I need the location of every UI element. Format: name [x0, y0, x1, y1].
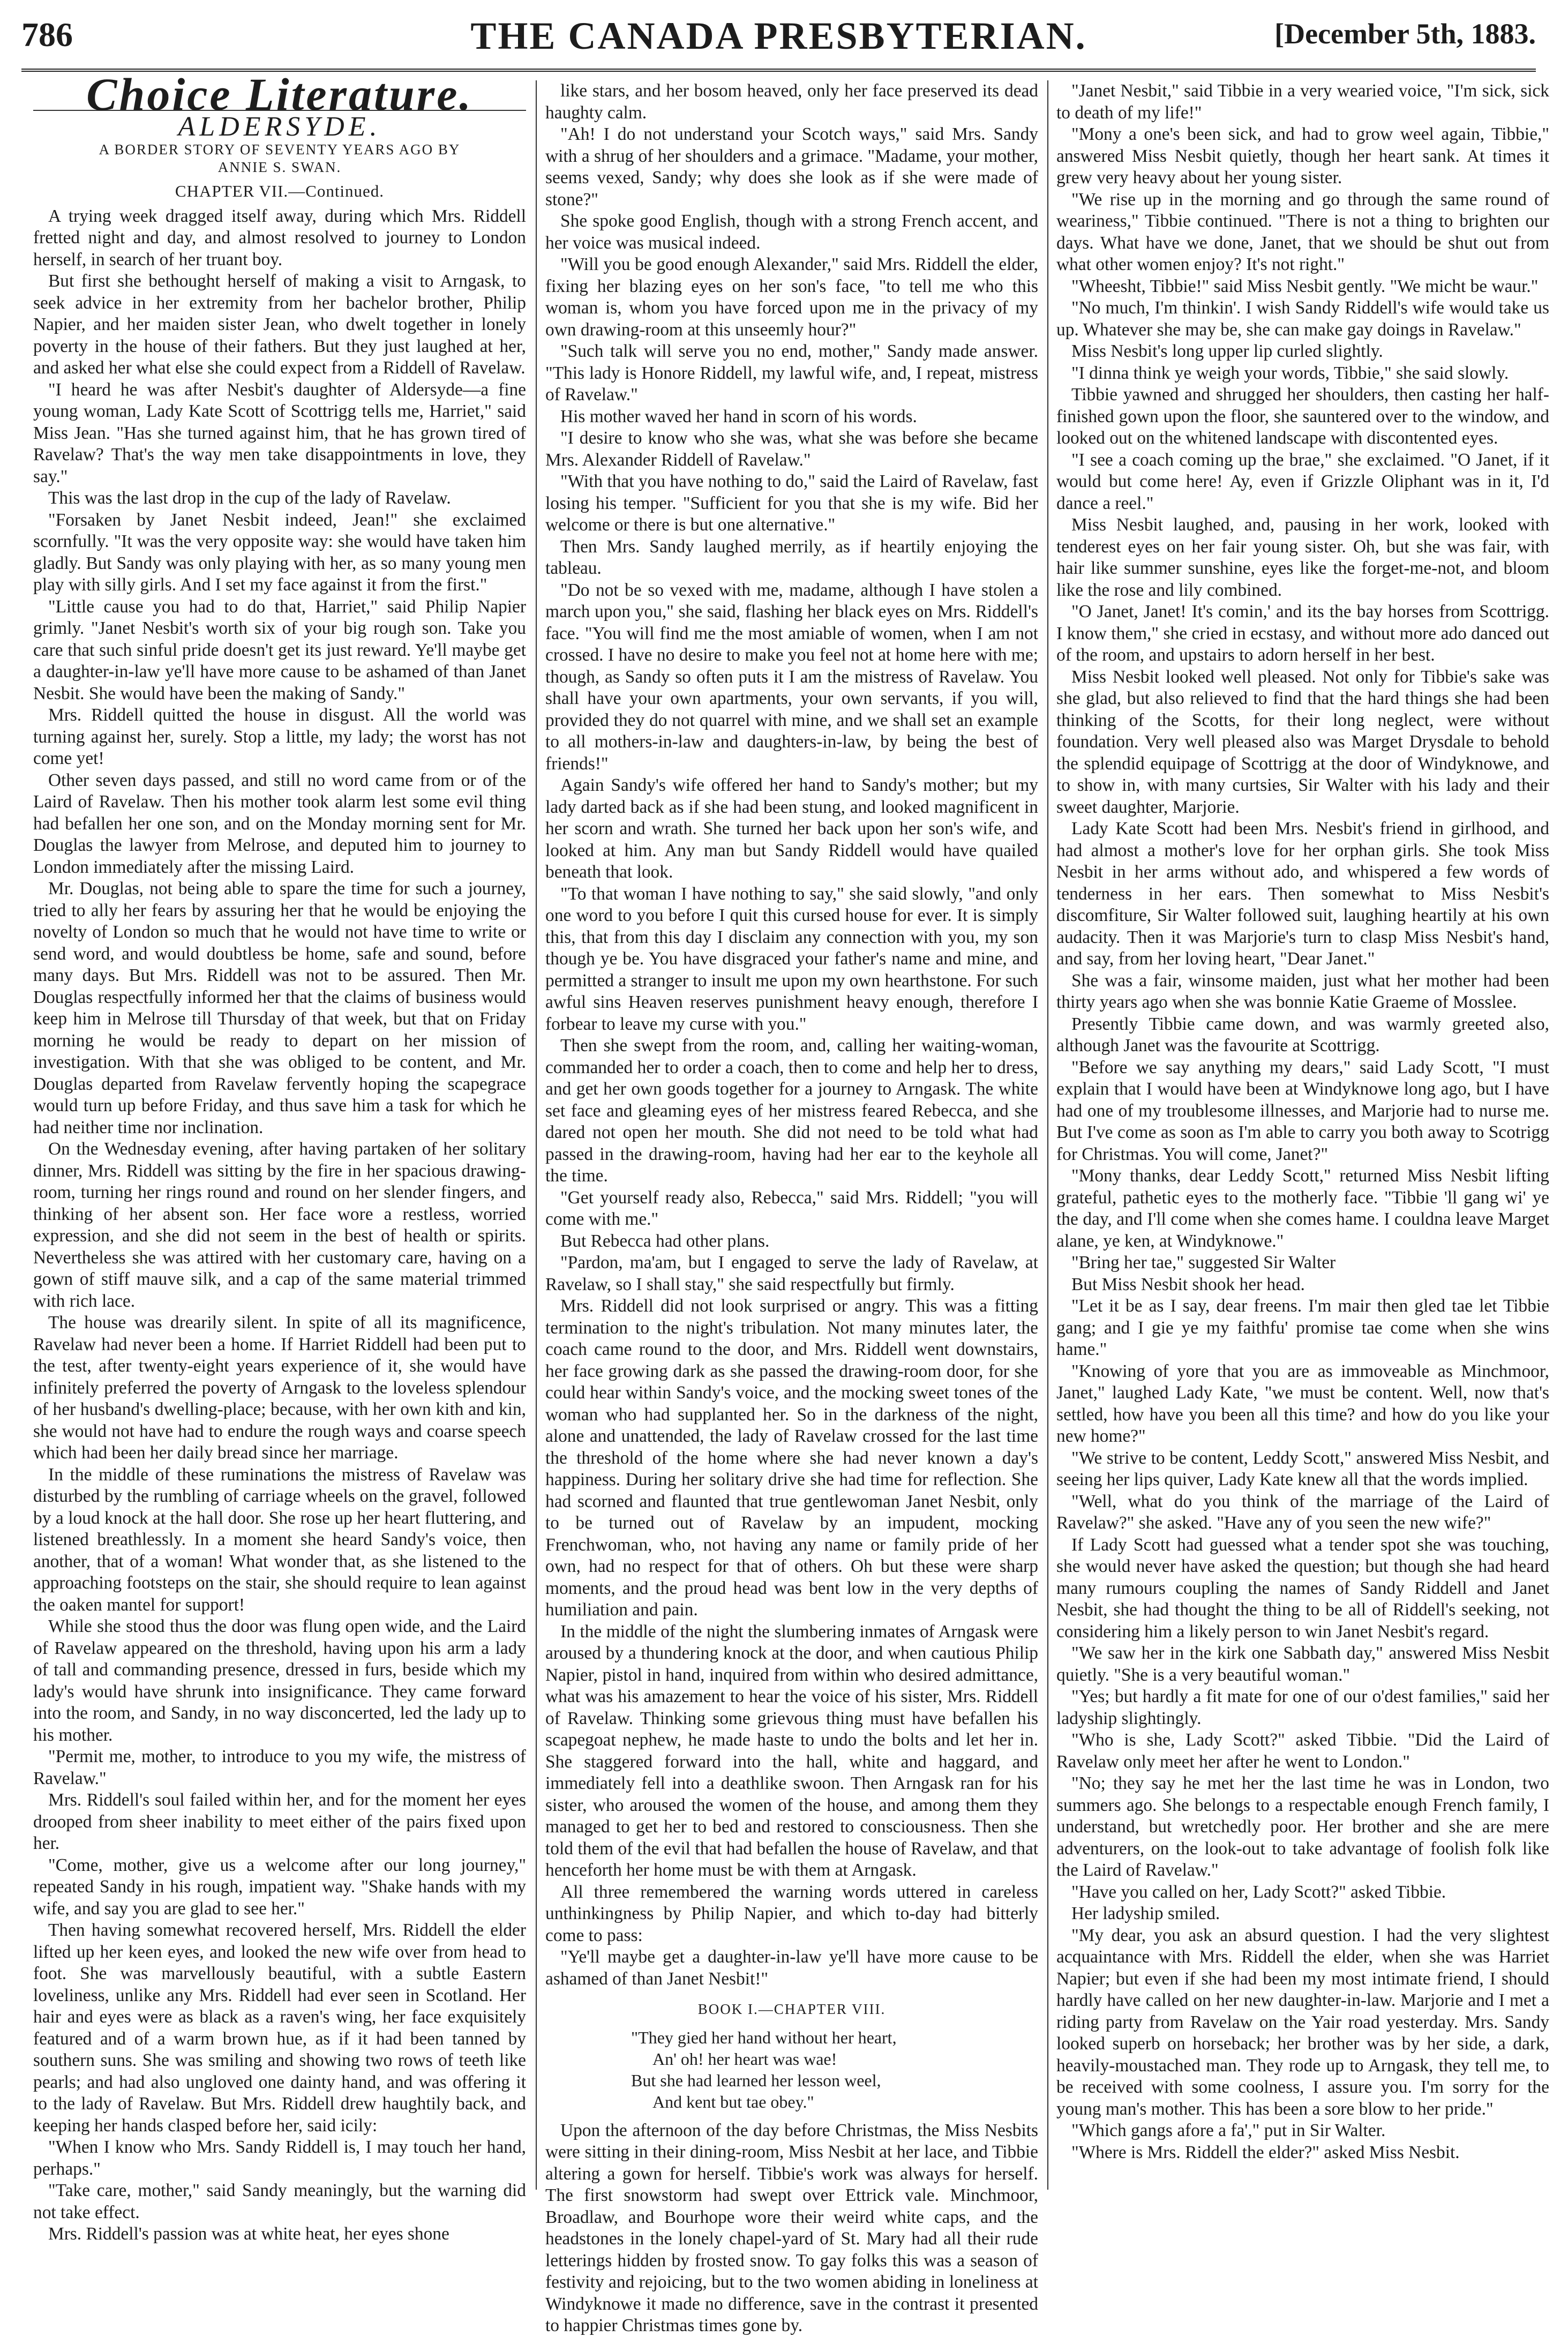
- column-2: [545, 80, 1038, 2337]
- chapter-heading: BOOK I.—CHAPTER VIII.: [697, 2001, 886, 2017]
- paragraph: On the Wednesday evening, after having partaken of her solitary dinner, Mrs. Riddell was sitting by the fire in her spacious drawing-room, turning her rings round and round on her slender fingers, and thinking of her absent son. Her face wore a restless, worried expression, and she did not seem in the best of health or spirits. Nevertheless she was attired with her customary care, having on a gown of stiff mauve silk, and a cap of the same material trimmed with rich lace.: [33, 1139, 526, 1311]
- column-divider: [1047, 80, 1048, 2190]
- paragraph: "Have you called on her, Lady Scott?" asked Tibbie.: [1071, 1882, 1446, 1902]
- paragraph: "Permit me, mother, to introduce to you my wife, the mistress of Ravelaw.": [33, 1747, 526, 1788]
- paragraph: "Knowing of yore that you are as immoveable as Minchmoor, Janet," laughed Lady Kate, "we must be content. Well, now that's settled, how have you been all this time? and how do you like your new home?": [1056, 1361, 1549, 1446]
- paragraph: "We saw her in the kirk one Sabbath day," answered Miss Nesbit quietly. "She is a very beautiful woman.": [1056, 1643, 1549, 1685]
- paragraph: Miss Nesbit laughed, and, pausing in her work, looked with tenderest eyes on her fair young sister. Oh, but she was fair, with hair like summer sunshine, eyes like the forget-me-not, and bloom like the rose and lily combined.: [1056, 515, 1549, 600]
- paragraph: She was a fair, winsome maiden, just what her mother had been thirty years ago when she was bonnie Katie Graeme of Mosslee.: [1056, 970, 1549, 1012]
- paragraph: "No; they say he met her the last time he was in London, two summers ago. She belongs to a respectable enough French family, I understand, but wretchedly poor. Her brother and she are mere adventurers, on the look-out to take advantage of foolish folk like the Laird of Ravelaw.": [1056, 1773, 1549, 1880]
- paragraph: "Where is Mrs. Riddell the elder?" asked Miss Nesbit.: [1071, 2142, 1460, 2162]
- paragraph: A trying week dragged itself away, during which Mrs. Riddell fretted night and day, and almost resolved to journey to London herself, in search of her truant boy.: [33, 206, 526, 269]
- paragraph: "Well, what do you think of the marriage of the Laird of Ravelaw?" she asked. "Have any of you seen the new wife?": [1056, 1491, 1549, 1533]
- paragraph: Then Mrs. Sandy laughed merrily, as if heartily enjoying the tableau.: [545, 536, 1038, 578]
- paragraph: "Bring her tae," suggested Sir Walter: [1071, 1253, 1336, 1272]
- paragraph: "Will you be good enough Alexander," said Mrs. Riddell the elder, fixing her blazing eyes on her son's face, "to tell me who this woman is, whom you have forced upon me in the privacy of my own drawing-room at this unseemly hour?": [545, 254, 1038, 340]
- paragraph: "Get yourself ready also, Rebecca," said Mrs. Riddell; "you will come with me.": [545, 1187, 1038, 1229]
- paragraph: "Come, mother, give us a welcome after our long journey," repeated Sandy in his rough, impatient way. "Shake hands with my wife, and say you are glad to see her.": [33, 1855, 526, 1919]
- paragraph: Her ladyship smiled.: [1071, 1904, 1220, 1923]
- verse-line: "They gied her hand without her heart,: [631, 2027, 897, 2047]
- paragraph: "Janet Nesbit," said Tibbie in a very wearied voice, "I'm sick, sick to death of my life!": [1056, 81, 1549, 123]
- paragraph: "Do not be so vexed with me, madame, although I have stolen a march upon you," she said, flashing her black eyes on Mrs. Riddell's face. "You will find me the most amiable of women, when I am not crossed. I have no desire to make you feel not at home here with me; though, as Sandy so often puts it I am the mistress of Ravelaw. You shall have your own apartments, your own servants, if you will, provided they do not quarrel with mine, and we shall set an example to all mothers-in-law and daughters-in-law, by being the best of friends!": [545, 580, 1038, 774]
- paragraph: In the middle of these ruminations the mistress of Ravelaw was disturbed by the rumbling of carriage wheels on the gravel, followed by a loud knock at the hall door. She rose up her heart fluttering, and listened breathlessly. In a moment she heard Sandy's voice, then another, that of a woman! What wonder that, as she listened to the approaching footsteps on the stair, she should require to lean against the oaken mantel for support!: [33, 1464, 526, 1615]
- paragraph: The house was drearily silent. In spite of all its magnificence, Ravelaw had never been a home. If Harriet Riddell had been put to the test, after twenty-eight years experience of it, she would have infinitely preferred the poverty of Arngask to the loveless splendour of her husband's dwelling-place; because, with her own kith and kin, she would not have had to endure the rough ways and coarse speech which had been her daily bread since her marriage.: [33, 1313, 526, 1463]
- verse-line: And kent but tae obey.": [652, 2092, 814, 2111]
- paragraph: "My dear, you ask an absurd question. I had the very slightest acquaintance with Mrs. Riddell the elder, when she was Harriet Napier; but even if she had been my most intimate friend, I should hardly have called on her new daughter-in-law. Marjorie and I met a riding party from Ravelaw on the Yair road yesterday. Mrs. Sandy looked superb on horseback; her brother was by her side, a dark, heavily-moustached man. They rode up to Arngask, they tell me, to be received with some coolness, I assure you. I'm sorry for the young man's mother. This has been a sore blow to her pride.": [1056, 1925, 1549, 2119]
- paragraph: "We strive to be content, Leddy Scott," answered Miss Nesbit, and seeing her lips quiver, Lady Kate knew all that the words implied.: [1056, 1448, 1549, 1489]
- page-number: 786: [21, 16, 73, 54]
- paragraph: Mrs. Riddell did not look surprised or angry. This was a fitting termination to the night's tribulation. Not many minutes later, the coach came round to the door, and Mrs. Riddell went downstairs, her face growing dark as she passed the drawing-room door, for she could hear within Sandy's voice, and the mocking sweet tones of the woman who had supplanted her. So in the darkness of the night, alone and unattended, the lady of Ravelaw crossed for the last time the threshold of the home where she had never known a day's happiness. During her solitary drive she had time for reflection. She had scorned and flaunted that true gentlewoman Janet Nesbit, only to be turned out of Ravelaw by an impudent, mocking Frenchwoman, who, not having any name or family pride of her own, had no respect for that of others. Oh but these were sharp moments, and the proud head was bent low in the very depths of humiliation and pain.: [545, 1296, 1038, 1620]
- story-author: ANNIE S. SWAN.: [217, 159, 342, 175]
- verse-line: But she had learned her lesson weel,: [631, 2070, 881, 2090]
- story-subtitle: A BORDER STORY OF SEVENTY YEARS AGO BY: [99, 141, 461, 158]
- paragraph: Mrs. Riddell's passion was at white heat, her eyes shone: [48, 2224, 449, 2244]
- paragraph: His mother waved her hand in scorn of his words.: [560, 406, 917, 426]
- paragraph: Then having somewhat recovered herself, Mrs. Riddell the elder lifted up her keen eyes, and looked the new wife over from head to foot. She was marvellously beautiful, with a subtle Eastern loveliness, unlike any Mrs. Riddell had ever seen in Scotland. Her hair and eyes were as black as a raven's wing, her face exquisitely featured and of a warm brown hue, as if it had been tanned by southern suns. She was smiling and showing two rows of teeth like pearls; and had also ungloved one dainty hand, and was offering it to the lady of Ravelaw. But Mrs. Riddell drew haughtily back, and keeping her hands clasped before her, said icily:: [33, 1920, 526, 2136]
- paragraph: Tibbie yawned and shrugged her shoulders, then casting her half-finished gown upon the floor, she sauntered over to the window, and looked out on the whitened landscape with discontented eyes.: [1056, 385, 1549, 448]
- paragraph: Miss Nesbit looked well pleased. Not only for Tibbie's sake was she glad, but also relieved to find that the hard things she had been thinking of the Scotts, for their long neglect, were without foundation. Very well pleased also was Marget Drysdale to behold the splendid equipage of Scottrigg at the door of Windyknowe, and to show in, with many curtsies, Sir Walter with his lady and their sweet daughter, Marjorie.: [1056, 666, 1549, 817]
- story-title: ALDERSYDE.: [178, 111, 381, 142]
- epigraph-verse: [631, 2027, 1038, 2113]
- paragraph: "Pardon, ma'am, but I engaged to serve the lady of Ravelaw, at Ravelaw, so I shall stay," she said respectfully but firmly.: [545, 1253, 1038, 1294]
- paragraph: Upon the afternoon of the day before Christmas, the Miss Nesbits were sitting in their dining-room, Miss Nesbit at her lace, and Tibbie altering a gown for herself. Tibbie's work was always for herself. The first snowstorm had swept over Ettrick vale. Minchmoor, Broadlaw, and Bourhope wore their weird white caps, and the headstones in the lonely chapel-yard of St. Mary had all their rude letterings hidden by frosted snow. To gay folks this was a season of festivity and rejoicing, but to the two women abiding in loneliness at Windyknowe it made no difference, save in the contrast it presented to happier Christmas times gone by.: [545, 2120, 1038, 2335]
- paragraph: But Rebecca had other plans.: [560, 1231, 770, 1251]
- article-body: [545, 2120, 1038, 2337]
- paragraph: like stars, and her bosom heaved, only her face preserved its dead haughty calm.: [545, 81, 1038, 123]
- article-body: [545, 80, 1038, 1990]
- paragraph: "Mony thanks, dear Leddy Scott," returned Miss Nesbit lifting grateful, pathetic eyes to the motherly face. "Tibbie 'll gang wi' ye the day, and I'll come when she comes hame. I couldna leave Marget alane, ye ken, at Windyknowe.": [1056, 1166, 1549, 1251]
- paragraph: "Wheesht, Tibbie!" said Miss Nesbit gently. "We micht be waur.": [1071, 276, 1539, 296]
- paragraph: Miss Nesbit's long upper lip curled slightly.: [1071, 341, 1383, 361]
- paragraph: "Little cause you had to do that, Harriet," said Philip Napier grimly. "Janet Nesbit's worth six of your big rough son. Take you care that such sinful pride doesn't get its just reward. Ye'll maybe get a daughter-in-law ye'll have more cause to be ashamed of than Janet Nesbit. She would have been the making of Sandy.": [33, 596, 526, 703]
- chapter-heading: CHAPTER VII.—Continued.: [175, 182, 385, 200]
- paragraph: "Forsaken by Janet Nesbit indeed, Jean!" she exclaimed scornfully. "It was the very opposite way: she would have taken him gladly. But Sandy was only playing with her, as so many young men play with silly girls. And I set my face against it from the first.": [33, 510, 526, 595]
- paragraph: "I heard he was after Nesbit's daughter of Aldersyde—a fine young woman, Lady Kate Scott of Scottrigg tells me, Harriet," said Miss Jean. "Has she turned against him, that he has grown tired of Ravelaw? That's the way men take disappointments in love, they say.": [33, 379, 526, 486]
- paragraph: "I see a coach coming up the brae," she exclaimed. "O Janet, if it would but come here! Ay, even if Grizzle Oliphant was in it, I'd dance a reel.": [1056, 450, 1549, 513]
- paragraph: Mr. Douglas, not being able to spare the time for such a journey, tried to ally her fears by assuring her that he would be enjoying the novelty of London so much that he would not have time to write or send word, and would doubtless be home, safe and sound, before many days. But Mrs. Riddell was not to be assured. Then Mr. Douglas respectfully informed her that the claims of business would keep him in Melrose till Thursday of that week, but that on Friday morning he would be ready to depart on her mission of investigation. With that she was obliged to be content, and Mr. Douglas departed from Ravelaw fervently hoping the scapegrace would turn up before Friday, and thus save him a task for which he had neither time nor inclination.: [33, 879, 526, 1137]
- paragraph: "Ye'll maybe get a daughter-in-law ye'll have more cause to be ashamed of than Janet Nesbit!": [545, 1947, 1038, 1989]
- paragraph: Mrs. Riddell's soul failed within her, and for the moment her eyes drooped from sheer inability to meet either of the pairs fixed upon her.: [33, 1790, 526, 1853]
- paragraph: "Let it be as I say, dear freens. I'm mair then gled tae let Tibbie gang; and I gie ye my faithfu' promise tae come when she wins hame.": [1056, 1296, 1549, 1359]
- paragraph: "When I know who Mrs. Sandy Riddell is, I may touch her hand, perhaps.": [33, 2137, 526, 2179]
- paragraph: This was the last drop in the cup of the lady of Ravelaw.: [48, 488, 451, 508]
- paragraph: "With that you have nothing to do," said the Laird of Ravelaw, fast losing his temper. "Sufficient for you that she is my wife. Bid her welcome or there is but one alternative.": [545, 471, 1038, 535]
- paragraph: "Take care, mother," said Sandy meaningly, but the warning did not take effect.: [33, 2181, 526, 2222]
- paragraph: "Ah! I do not understand your Scotch ways," said Mrs. Sandy with a shrug of her shoulders and a grimace. "Madame, your mother, seems vexed, Sandy; why does she look as if she were made of stone?": [545, 124, 1038, 209]
- column-3: [1056, 80, 1549, 2163]
- paragraph: But Miss Nesbit shook her head.: [1071, 1274, 1305, 1294]
- article-body: [1056, 80, 1549, 2163]
- paragraph: Again Sandy's wife offered her hand to Sandy's mother; but my lady darted back as if she had been stung, and looked magnificent in her scorn and wrath. She turned her back upon her son's wife, and looked at him. Any man but Sandy Riddell would have quailed beneath that look.: [545, 775, 1038, 882]
- paragraph: Lady Kate Scott had been Mrs. Nesbit's friend in girlhood, and had almost a mother's love for her orphan girls. She took Miss Nesbit in her arms without ado, and whispered a few words of tenderness in her ears. Then somewhat to Miss Nesbit's discomfiture, Sir Walter followed suit, laughing heartily at his own audacity. Then it was Marjorie's turn to clasp Miss Nesbit's hand, and say, from her loving heart, "Dear Janet.": [1056, 819, 1549, 969]
- paragraph: Mrs. Riddell quitted the house in disgust. All the world was turning against her, surely. Stop a little, my lady; the worst has not come yet!: [33, 705, 526, 768]
- paragraph: "I desire to know who she was, what she was before she became Mrs. Alexander Riddell of Ravelaw.": [545, 428, 1038, 470]
- paragraph: All three remembered the warning words uttered in careless unthinkingness by Philip Napier, and which to-day had bitterly come to pass:: [545, 1882, 1038, 1945]
- paragraph: Presently Tibbie came down, and was warmly greeted also, although Janet was the favourite at Scottrigg.: [1056, 1014, 1549, 1055]
- column-divider: [536, 80, 537, 2190]
- paragraph: "No much, I'm thinkin'. I wish Sandy Riddell's wife would take us up. Whatever she may be, she can make gay doings in Ravelaw.": [1056, 298, 1549, 340]
- paragraph: "Who is she, Lady Scott?" asked Tibbie. "Did the Laird of Ravelaw only meet her after he went to London.": [1056, 1730, 1549, 1772]
- paragraph: "Mony a one's been sick, and had to grow weel again, Tibbie," answered Miss Nesbit quietly, though her heart sank. At times it grew very heavy about her young sister.: [1056, 124, 1549, 188]
- issue-date: [December 5th, 1883.: [1274, 18, 1536, 50]
- section-heading: Choice Literature.: [86, 69, 473, 120]
- paragraph: "We rise up in the morning and go through the same round of weariness," Tibbie continued. "There is not a thing to brighten our days. What have we done, Janet, that we should be shut out from what other women enjoy? It's not right.": [1056, 189, 1549, 274]
- masthead: [21, 10, 1536, 61]
- verse-line: An' oh! her heart was wae!: [652, 2049, 837, 2069]
- paragraph: "To that woman I have nothing to say," she said slowly, "and only one word to you before I quit this cursed house for ever. It is simply this, that from this day I disclaim any connection with you, my son though ye be. You have disgraced your father's name and mine, and permitted a stranger to insult me upon my own hearthstone. For such awful sins Heaven reserves punishment heavy enough, therefore I forbear to leave my curse with you.": [545, 883, 1038, 1034]
- paragraph: Other seven days passed, and still no word came from or of the Laird of Ravelaw. Then his mother took alarm lest some evil thing had befallen her one son, and on the Monday morning sent for Mr. Douglas the lawyer from Melrose, and deputed him to journey to London immediately after the missing Laird.: [33, 770, 526, 877]
- newspaper-title: THE CANADA PRESBYTERIAN.: [470, 14, 1087, 57]
- paragraph: "Before we say anything my dears," said Lady Scott, "I must explain that I would have been at Windyknowe long ago, but I have had one of my troublesome illnesses, and Marjorie had to nurse me. But I've come as soon as I'm able to carry you both away to Scotrigg for Christmas. You will come, Janet?": [1056, 1057, 1549, 1164]
- paragraph: "O Janet, Janet! It's comin,' and its the bay horses from Scottrigg. I know them," she cried in ecstasy, and without more ado danced out of the room, and upstairs to adorn herself in her best.: [1056, 602, 1549, 665]
- paragraph: In the middle of the night the slumbering inmates of Arngask were aroused by a thundering knock at the door, and when cautious Philip Napier, pistol in hand, inquired from within who desired admittance, what was his amazement to hear the voice of his sister, Mrs. Riddell of Ravelaw. Thinking some grievous thing must have befallen his scapegoat nephew, he made haste to undo the bolts and let her in. She staggered forward into the hall, white and haggard, and immediately fell into a deathlike swoon. Then Arngask ran for his sister, who aroused the women of the house, and among them they managed to get her to bed and restored to consciousness. Then she told them of the evil that had befallen the house of Ravelaw, and that henceforth her home must be with them at Arngask.: [545, 1621, 1038, 1880]
- column-1: [33, 69, 526, 2245]
- paragraph: "I dinna think ye weigh your words, Tibbie," she said slowly.: [1071, 363, 1509, 383]
- paragraph: While she stood thus the door was flung open wide, and the Laird of Ravelaw appeared on the threshold, having upon his arm a lady of tall and commanding presence, dressed in furs, beside which my lady's would have shrunk into insignificance. They came forward into the room, and Sandy, in no way disconcerted, led the lady up to his mother.: [33, 1616, 526, 1745]
- paragraph: Then she swept from the room, and, calling her waiting-woman, commanded her to order a coach, then to come and help her to dress, and get her own goods together for a journey to Arngask. The white set face and gleaming eyes of her mistress feared Rebecca, and she dared not open her mouth. She did not need to be told what had passed in the drawing-room, having had her ear to the keyhole all the time.: [545, 1036, 1038, 1186]
- article-body: [33, 206, 526, 2245]
- paragraph: "Yes; but hardly a fit mate for one of our o'dest families," said her ladyship slightingly.: [1056, 1687, 1549, 1728]
- paragraph: But first she bethought herself of making a visit to Arngask, to seek advice in her extremity from her bachelor brother, Philip Napier, and her maiden sister Jean, who dwelt together in lonely poverty in the house of their fathers. But they just laughed at her, and asked her what else she could expect from a Riddell of Ravelaw.: [33, 271, 526, 378]
- paragraph: "Such talk will serve you no end, mother," Sandy made answer. "This lady is Honore Riddell, my lawful wife, and, I repeat, mistress of Ravelaw.": [545, 341, 1038, 405]
- paragraph: She spoke good English, though with a strong French accent, and her voice was musical indeed.: [545, 211, 1038, 253]
- paragraph: "Which gangs afore a fa'," put in Sir Walter.: [1071, 2121, 1386, 2140]
- paragraph: If Lady Scott had guessed what a tender spot she was touching, she would never have asked the question; but though she had heard many rumours coupling the names of Sandy Riddell and Janet Nesbit, she had thought the thing to be all of Riddell's seeking, not considering him a likely person to win Janet Nesbit's regard.: [1056, 1534, 1549, 1642]
